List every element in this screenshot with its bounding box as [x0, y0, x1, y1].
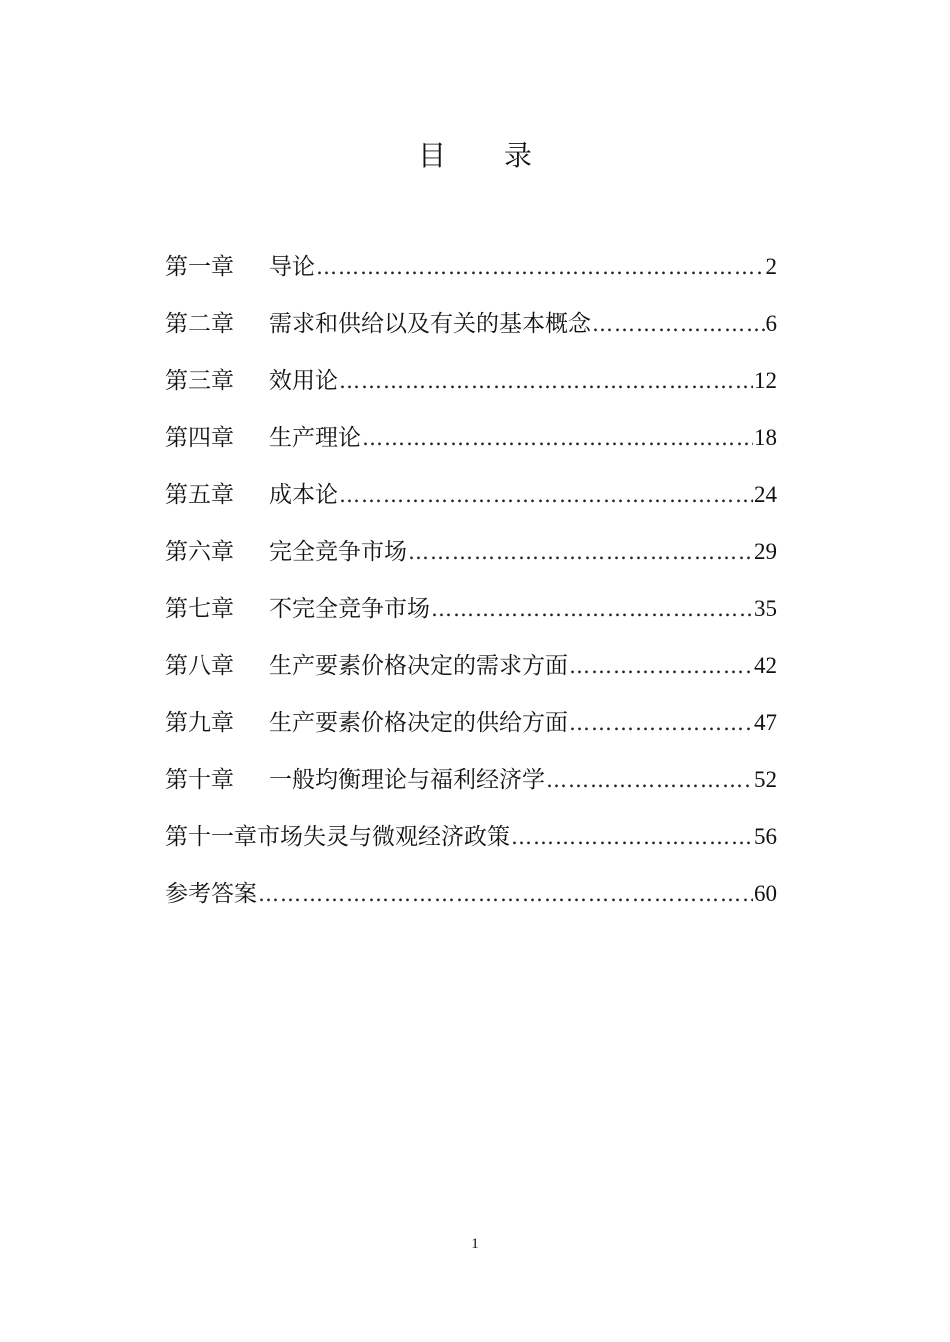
chapter-number: 第十章: [165, 767, 234, 793]
toc-entry-chapter-9[interactable]: [165, 704, 777, 761]
chapter-number: 第四章: [165, 425, 234, 451]
chapter-number: 第五章: [165, 482, 234, 508]
chapter-title: 生产理论: [269, 425, 361, 451]
toc-entry-chapter-5[interactable]: [165, 476, 777, 533]
toc-entry-chapter-6[interactable]: [165, 533, 777, 590]
chapter-title: 生产要素价格决定的需求方面: [269, 653, 568, 679]
toc-entry-chapter-10[interactable]: [165, 761, 777, 818]
chapter-title: 成本论: [269, 482, 338, 508]
chapter-title: 一般均衡理论与福利经济学: [269, 767, 545, 793]
chapter-number: 第七章: [165, 596, 234, 622]
chapter-title: 生产要素价格决定的供给方面: [269, 710, 568, 736]
dot-leader: [258, 882, 753, 906]
chapter-title: 效用论: [269, 368, 338, 394]
page-reference: 56: [754, 824, 777, 849]
page-reference: 47: [754, 710, 777, 735]
title-char-2: 录: [504, 139, 533, 172]
chapter-title: 市场失灵与微观经济政策: [257, 824, 510, 850]
page-reference: 24: [754, 482, 777, 507]
page-reference: 35: [754, 596, 777, 621]
toc-entry-chapter-11[interactable]: [165, 818, 777, 875]
chapter-title: 导论: [269, 254, 315, 280]
page-reference: 42: [754, 653, 777, 678]
page-reference: 18: [754, 425, 777, 450]
toc-entry-chapter-4[interactable]: [165, 419, 777, 476]
dot-leader: [511, 825, 753, 849]
chapter-title: 参考答案: [165, 881, 257, 907]
title-char-1: 目: [417, 139, 446, 172]
page-number: 1: [471, 1236, 479, 1252]
chapter-number: 第三章: [165, 368, 234, 394]
page-reference: 60: [754, 881, 777, 906]
chapter-number: 第六章: [165, 539, 234, 565]
chapter-number: 第十一章: [165, 824, 257, 850]
toc-entry-chapter-7[interactable]: [165, 590, 777, 647]
toc-entry-chapter-3[interactable]: [165, 362, 777, 419]
page-reference: 29: [754, 539, 777, 564]
dot-leader: [339, 483, 753, 507]
dot-leader: [362, 426, 753, 450]
dot-leader: [569, 654, 753, 678]
chapter-number: 第九章: [165, 710, 234, 736]
toc-entry-answers[interactable]: [165, 875, 777, 932]
dot-leader: [431, 597, 753, 621]
chapter-number: 第一章: [165, 254, 234, 280]
page-reference: 12: [754, 368, 777, 393]
page-title: [0, 134, 950, 174]
chapter-number: 第八章: [165, 653, 234, 679]
page-reference: 2: [765, 254, 777, 279]
toc-entry-chapter-8[interactable]: [165, 647, 777, 704]
dot-leader: [408, 540, 753, 564]
chapter-title: 完全竞争市场: [269, 539, 407, 565]
table-of-contents: [165, 248, 777, 932]
page-reference: 52: [754, 767, 777, 792]
dot-leader: [569, 711, 753, 735]
dot-leader: [316, 255, 765, 279]
dot-leader: [546, 768, 753, 792]
chapter-title: 不完全竞争市场: [269, 596, 430, 622]
page-reference: 6: [765, 311, 777, 336]
chapter-number: 第二章: [165, 311, 234, 337]
toc-entry-chapter-2[interactable]: [165, 305, 777, 362]
chapter-title: 需求和供给以及有关的基本概念: [269, 311, 591, 337]
dot-leader: [592, 312, 765, 336]
dot-leader: [339, 369, 753, 393]
toc-entry-chapter-1[interactable]: [165, 248, 777, 305]
